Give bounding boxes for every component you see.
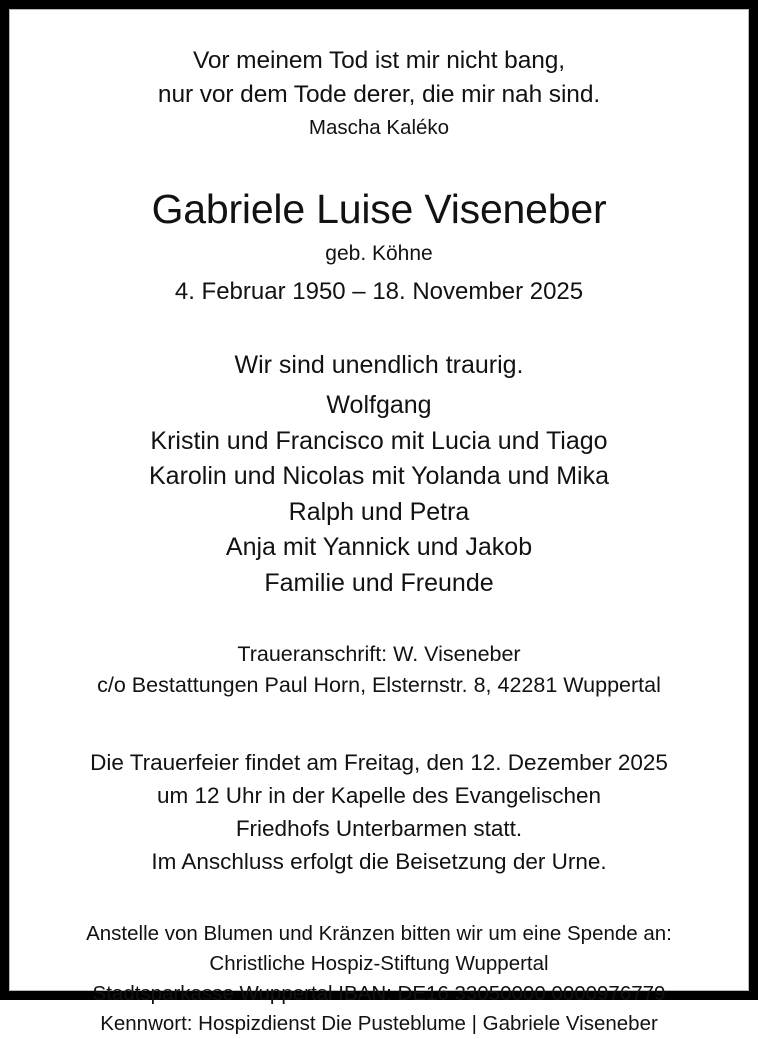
mourner-name: Karolin und Nicolas mit Yolanda und Mika xyxy=(149,462,609,490)
mourner-name: Wolfgang xyxy=(326,391,432,419)
donation-reference: Kennwort: Hospizdienst Die Pusteblume | Gabriele Viseneber xyxy=(100,1012,658,1035)
mourner-name: Anja mit Yannick und Jakob xyxy=(225,533,533,561)
mourners-block xyxy=(36,347,722,601)
mourners-intro: Wir sind unendlich traurig. xyxy=(234,351,524,379)
obituary-notice-inner-frame xyxy=(9,9,749,1035)
donation-bank-iban: Stadtsparkasse Wuppertal IBAN: DE16 33050000 0000976779 xyxy=(92,982,666,1005)
ceremony-line-3: Friedhofs Unterbarmen statt. xyxy=(235,816,523,841)
deceased-name: Gabriele Luise Viseneber xyxy=(151,186,607,232)
deceased-identity-block xyxy=(36,184,722,309)
quote-author: Mascha Kaléko xyxy=(308,116,450,139)
mourner-name: Familie und Freunde xyxy=(264,568,494,597)
deceased-life-dates: 4. Februar 1950 – 18. November 2025 xyxy=(174,278,584,305)
ceremony-line-4: Im Anschluss erfolgt die Beisetzung der Urne. xyxy=(151,849,607,874)
mourner-name: Ralph und Petra xyxy=(288,497,470,526)
ceremony-details-block xyxy=(36,746,722,878)
epitaph-quote-block xyxy=(36,44,722,143)
deceased-maiden-name: geb. Köhne xyxy=(325,242,433,265)
mourners-name-list xyxy=(36,388,722,601)
condolence-address-line-1: Traueranschrift: W. Viseneber xyxy=(237,642,521,666)
donation-organization: Christliche Hospiz-Stiftung Wuppertal xyxy=(209,952,549,975)
quote-line-1: Vor meinem Tod ist mir nicht bang, xyxy=(193,47,565,74)
donation-request-text: Anstelle von Blumen und Kränzen bitten wir um eine Spende an: xyxy=(86,922,672,945)
ceremony-line-1: Die Trauerfeier findet am Freitag, den 12. Dezember 2025 xyxy=(90,750,668,775)
donation-request-block xyxy=(36,919,722,1039)
condolence-address-line-2: c/o Bestattungen Paul Horn, Elsternstr. 8, 42281 Wuppertal xyxy=(97,673,661,697)
mourner-name: Kristin und Francisco mit Lucia und Tiago xyxy=(150,426,608,455)
condolence-address-block xyxy=(36,639,722,701)
ceremony-line-2: um 12 Uhr in der Kapelle des Evangelischen xyxy=(156,783,601,808)
quote-line-2: nur vor dem Tode derer, die mir nah sind. xyxy=(157,81,601,108)
